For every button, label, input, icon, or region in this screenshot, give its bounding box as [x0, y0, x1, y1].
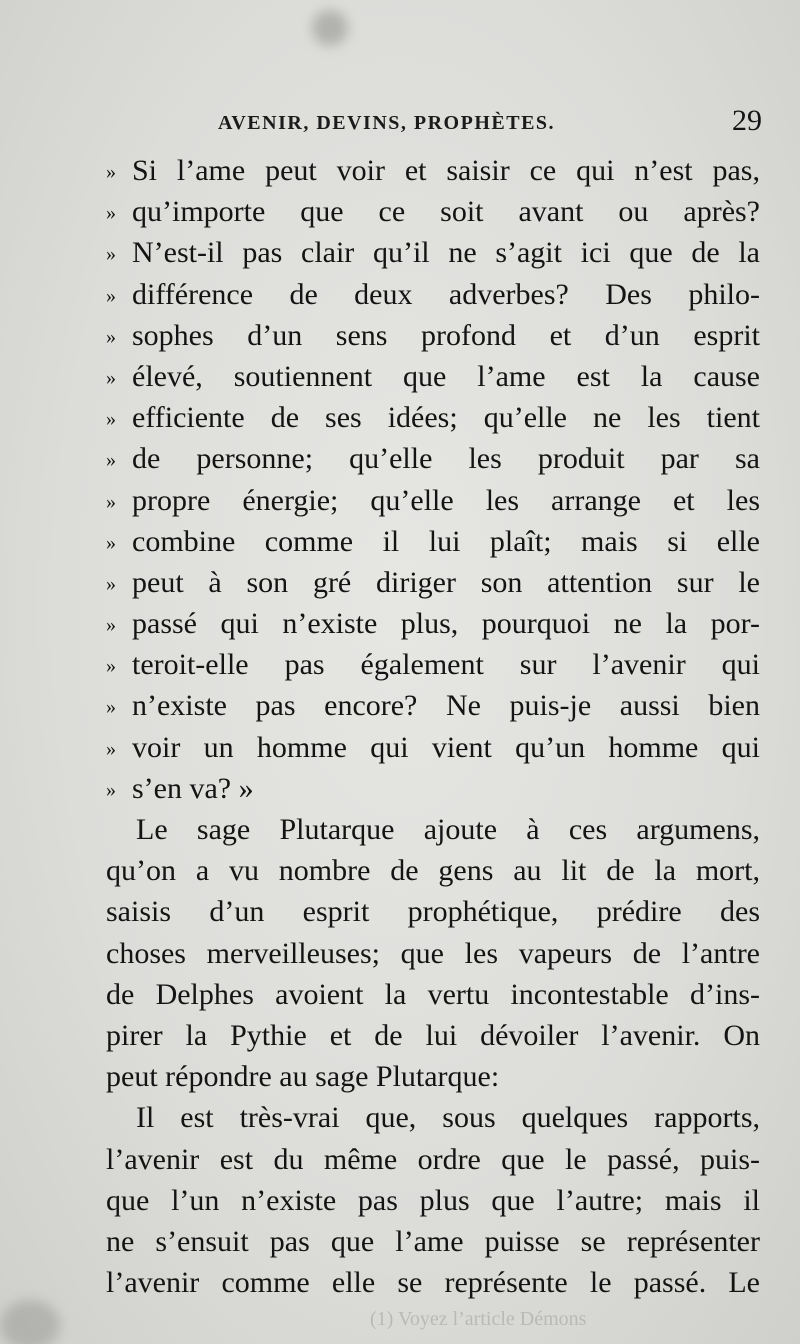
quote-mark: » [106, 572, 116, 595]
line-text: efficiente de ses idées; qu’elle ne les tient [132, 401, 760, 435]
text-line [96, 1056, 760, 1097]
text-line [96, 150, 760, 191]
line-text: qu’importe que ce soit avant ou après? [132, 195, 760, 229]
text-line [96, 685, 760, 726]
quote-mark: » [106, 325, 116, 348]
line-text: pirer la Pythie et de lui dévoiler l’avenir. On [106, 1018, 760, 1052]
line-text: Il est très-vrai que, sous quelques rapports, [136, 1101, 760, 1135]
page-stain [312, 10, 348, 46]
running-title: AVENIR, DEVINS, PROPHÈTES. [218, 112, 556, 134]
text-line [96, 1180, 760, 1221]
quote-mark: » [106, 737, 116, 760]
text-line [96, 891, 760, 932]
line-text: peut répondre au sage Plutarque: [106, 1060, 500, 1094]
quote-mark: » [106, 161, 116, 183]
text-line [96, 1221, 760, 1262]
line-text: que l’un n’existe pas plus que l’autre; mais il [106, 1183, 760, 1217]
text-line [96, 1262, 760, 1303]
page-stain [0, 1300, 60, 1344]
line-text: peut à son gré diriger son attention sur le [132, 565, 760, 599]
text-line [96, 274, 760, 315]
text-line [96, 232, 760, 273]
bleed-through-text: (1) Voyez l’article Démons [370, 1308, 587, 1330]
text-line [96, 521, 760, 562]
quote-mark: » [106, 655, 116, 678]
line-text: Le sage Plutarque ajoute à ces argumens, [136, 813, 760, 846]
line-text: l’avenir comme elle se représente le passé. Le [106, 1266, 760, 1300]
line-text: teroit-elle pas également sur l’avenir qui [132, 648, 760, 682]
quote-mark: » [106, 490, 116, 513]
line-text: N’est-il pas clair qu’il ne s’agit ici que de la [132, 236, 760, 270]
line-text: sophes d’un sens profond et d’un esprit [132, 318, 760, 352]
line-text: de Delphes avoient la vertu incontestable d’ins- [106, 977, 760, 1011]
text-line [96, 480, 760, 521]
quote-mark: » [106, 284, 116, 307]
text-line [96, 1139, 760, 1180]
quote-mark: » [106, 449, 116, 472]
text-line [96, 850, 760, 891]
line-text: passé qui n’existe plus, pourquoi ne la por- [132, 607, 760, 641]
text-line [96, 315, 760, 356]
text-line [96, 727, 760, 768]
text-line [96, 1015, 760, 1056]
line-text: saisis d’un esprit prophétique, prédire des [106, 895, 760, 929]
quote-mark: » [106, 614, 116, 637]
paragraph-first-line [96, 1097, 760, 1138]
line-text: l’avenir est du même ordre que le passé, puis- [106, 1142, 760, 1176]
line-text: Si l’ame peut voir et saisir ce qui n’est pas, [132, 154, 760, 187]
quote-mark: » [106, 202, 116, 225]
body-text [96, 150, 760, 1303]
text-line [96, 191, 760, 232]
quote-mark: » [106, 778, 116, 801]
line-text: différence de deux adverbes? Des philo- [132, 277, 760, 311]
text-line [96, 356, 760, 397]
text-line [96, 397, 760, 438]
text-line [96, 644, 760, 685]
text-line [96, 768, 760, 809]
line-text: ne s’ensuit pas que l’ame puisse se représenter [106, 1224, 760, 1258]
quote-mark: » [106, 243, 116, 266]
page-header [100, 104, 770, 144]
quote-mark: » [106, 696, 116, 719]
line-text: de personne; qu’elle les produit par sa [132, 442, 760, 476]
line-text: n’existe pas encore? Ne puis-je aussi bien [132, 689, 760, 723]
line-text: choses merveilleuses; que les vapeurs de l’antre [106, 936, 760, 970]
text-line [96, 603, 760, 644]
line-text: s’en va? » [132, 771, 254, 805]
paragraph-first-line [96, 809, 760, 850]
text-line [96, 933, 760, 974]
text-line [96, 562, 760, 603]
quote-mark: » [106, 408, 116, 431]
line-text: qu’on a vu nombre de gens au lit de la mort, [106, 854, 760, 888]
line-text: élevé, soutiennent que l’ame est la cause [132, 359, 760, 393]
page-number: 29 [732, 104, 762, 137]
quote-mark: » [106, 531, 116, 554]
text-line [96, 974, 760, 1015]
quote-mark: » [106, 366, 116, 389]
line-text: voir un homme qui vient qu’un homme qui [132, 730, 760, 764]
text-line [96, 438, 760, 479]
line-text: propre énergie; qu’elle les arrange et les [132, 483, 760, 517]
line-text: combine comme il lui plaît; mais si elle [132, 524, 760, 558]
